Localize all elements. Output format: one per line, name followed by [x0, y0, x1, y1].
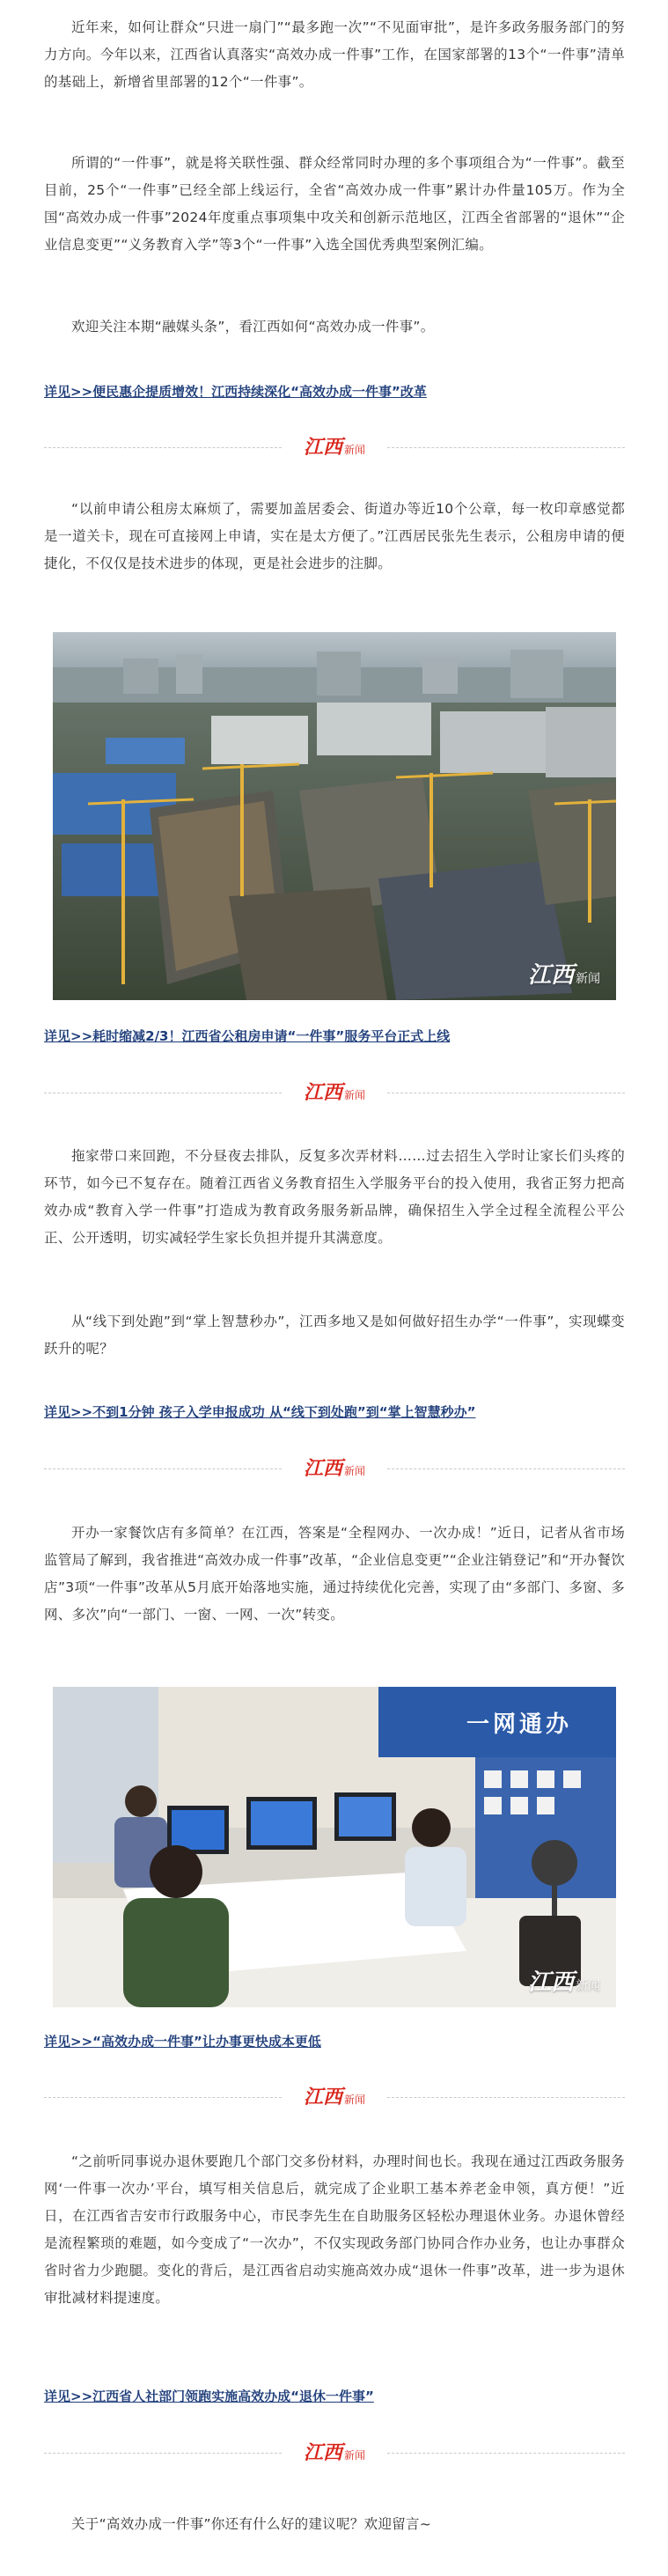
link-block-2 — [44, 1026, 625, 1047]
restaurant-paragraph-block — [44, 1520, 625, 1629]
article-link-1[interactable]: 详见>>便民惠企提质增效！江西持续深化“高效办成一件事”改革 — [44, 384, 427, 400]
article-link-5[interactable]: 详见>>江西省人社部门领跑实施高效办成“退休一件事” — [44, 2388, 374, 2404]
brand-divider — [44, 1075, 625, 1110]
restaurant-paragraph: 开办一家餐饮店有多简单？在江西，答案是“全程网办、一次办成！”近日，记者从省市场监管局了解到，我省推进“高效办成一件事”改革，“企业信息变更”“企业注销登记”和“开办餐饮店”3项“一件事”改革从5月底开始落地实施，通过持续优化完善，实现了由“多部门、多窗、多网、多次”向“一部门、一窗、一网、一次”转变。 — [44, 1525, 625, 1623]
link-block-1 — [44, 381, 625, 402]
jiangxi-news-watermark: 江西 新闻 — [527, 1969, 600, 1996]
school-question-paragraph: 从“线下到处跑”到“掌上智慧秒办”，江西多地又是如何做好招生办学“一件事”，实现蝶变跃升的呢？ — [44, 1314, 625, 1357]
intro-paragraph-block — [44, 14, 625, 96]
jiangxi-news-watermark: 江西 新闻 — [527, 962, 600, 989]
rental-paragraph-block — [44, 496, 625, 578]
divider-line — [44, 1468, 282, 1469]
definition-paragraph: 所谓的“一件事”，就是将关联性强、群众经常同时办理的多个事项组合为“一件事”。截至目前，25个“一件事”已经全部上线运行，全省“高效办成一件事”累计办件量105万。作为全国“高效办成一件事”2024年度重点事项集中攻关和创新示范地区，江西全省部署的“退休”“企业信息变更”“义务教育入学”等3个“一件事”入选全国优秀典型案例汇编。 — [44, 155, 625, 253]
service-office-photo — [53, 1687, 616, 2007]
divider-line — [387, 447, 625, 448]
welcome-paragraph: 欢迎关注本期“融媒头条”，看江西如何“高效办成一件事”。 — [71, 319, 435, 335]
article-link-3[interactable]: 详见>>不到1分钟 孩子入学申报成功 从“线下到处跑”到“掌上智慧秒办” — [44, 1404, 476, 1420]
jiangxi-news-logo: 江西 新闻 — [303, 2086, 366, 2109]
brand-divider — [44, 2079, 625, 2115]
jiangxi-news-logo: 江西 新闻 — [303, 1081, 366, 1104]
link-block-3 — [44, 1402, 625, 1423]
brand-divider — [44, 1451, 625, 1486]
school-question-block — [44, 1308, 625, 1363]
intro-paragraph: 近年来，如何让群众“只进一扇门”“最多跑一次”“不见面审批”，是许多政务服务部门的努力方向。今年以来，江西省认真落实“高效办成一件事”工作，在国家部署的13个“一件事”清单的基础上，新增省里部署的12个“一件事”。 — [44, 19, 625, 90]
brand-divider — [44, 430, 625, 465]
construction-aerial-image — [53, 632, 616, 1000]
divider-line — [387, 2453, 625, 2454]
school-paragraph-block — [44, 1143, 625, 1252]
rental-paragraph: “以前申请公租房太麻烦了，需要加盖居委会、街道办等近10个公章，每一枚印章感觉都是一道关卡，现在可直接网上申请，实在是太方便了。”江西居民张先生表示，公租房申请的便捷化，不仅仅是技术进步的体现，更是社会进步的注脚。 — [44, 501, 625, 571]
school-paragraph: 拖家带口来回跑，不分昼夜去排队，反复多次弄材料……过去招生入学时让家长们头疼的环节，如今已不复存在。随着江西省义务教育招生入学服务平台的投入使用，我省正努力把高效办成“教育入学一件事”打造成为教育政务服务新品牌，确保招生入学全过程全流程公平公正、公开透明，切实减轻学生家长负担并提升其满意度。 — [44, 1148, 625, 1246]
article-link-2[interactable]: 详见>>耗时缩减2/3！江西省公租房申请“一件事”服务平台正式上线 — [44, 1028, 451, 1044]
divider-line — [44, 447, 282, 448]
closing-paragraph-block — [44, 2511, 625, 2538]
jiangxi-news-logo: 江西 新闻 — [303, 1457, 366, 1480]
definition-paragraph-block — [44, 150, 625, 259]
brand-divider — [44, 2435, 625, 2470]
article-link-4[interactable]: 详见>>“高效办成一件事”让办事更快成本更低 — [44, 2034, 321, 2050]
divider-line — [44, 2097, 282, 2098]
jiangxi-news-logo: 江西 新闻 — [303, 436, 366, 459]
office-banner-text: 一网通办 — [466, 1711, 573, 1737]
construction-photo — [53, 632, 616, 1000]
link-block-4 — [44, 2031, 625, 2052]
divider-line — [44, 2453, 282, 2454]
retire-paragraph: “之前听同事说办退休要跑几个部门交多份材料，办理时间也长。我现在通过江西政务服务网‘一件事一次办’平台，填写相关信息后，就完成了企业职工基本养老金申领，真方便！”近日，在江西省吉安市行政服务中心，市民李先生在自助服务区轻松办理退休业务。办退休曾经是流程繁琐的难题，如今变成了“一次办”，不仅实现政务部门协同合作办业务，也让办事群众省时省力少跑腿。变化的背后，是江西省启动实施高效办成“退休一件事”改革，进一步为退休审批减材料提速度。 — [44, 2153, 625, 2306]
jiangxi-news-logo: 江西 新闻 — [303, 2441, 366, 2464]
divider-line — [387, 2097, 625, 2098]
closing-paragraph: 关于“高效办成一件事”你还有什么好的建议呢？欢迎留言~ — [71, 2516, 432, 2532]
link-block-5 — [44, 2386, 625, 2407]
divider-line — [387, 1468, 625, 1469]
welcome-paragraph-block — [44, 313, 625, 341]
retire-paragraph-block — [44, 2148, 625, 2312]
